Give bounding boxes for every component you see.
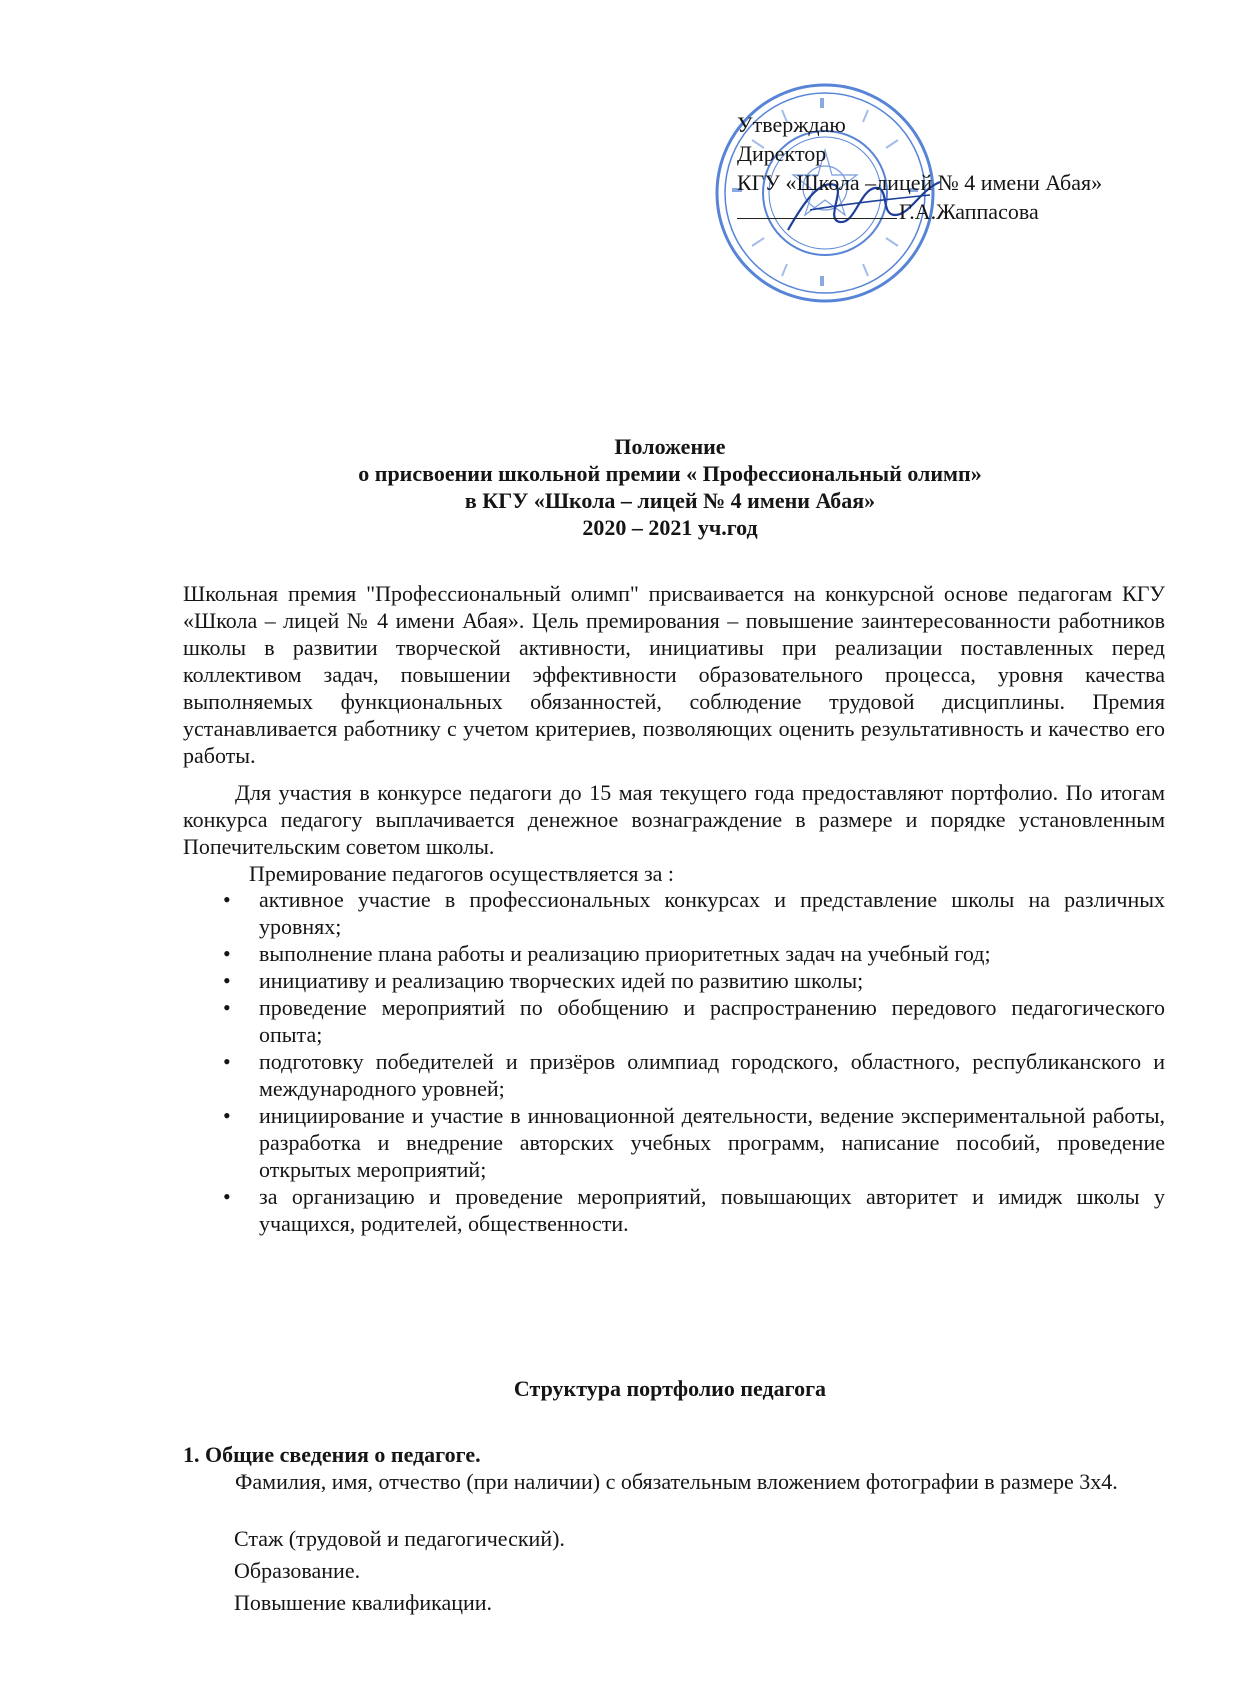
bullet-icon: • bbox=[223, 1103, 231, 1128]
list-item bbox=[183, 1102, 1165, 1183]
education-line: Образование. bbox=[234, 1558, 361, 1583]
experience-line: Стаж (трудовой и педагогический). bbox=[234, 1526, 565, 1551]
title-line-3: в КГУ «Школа – лицей № 4 имени Абая» bbox=[464, 488, 876, 513]
list-item bbox=[183, 967, 1165, 994]
list-item-text: проведение мероприятий по обобщению и распространению передового педагогического опыта; bbox=[259, 995, 1165, 1047]
bullet-icon: • bbox=[223, 941, 231, 966]
list-item bbox=[183, 994, 1165, 1048]
intro-paragraph: Школьная премия "Профессиональный олимп" присваивается на конкурсной основе педагогам КГУ «Школа – лицей № 4 имени Абая». Цель премирования – повышение заинтересованности работников школы в развитии творческой активности, инициативы при реализации поставленных перед коллективом задач, повышении эффективности образовательного процесса, уровня качества выполняемых функциональных обязанностей, соблюдение трудовой дисциплины. Премия устанавливается работнику с учетом критериев, позволяющих оценить результативность и качество его работы. bbox=[183, 581, 1165, 768]
list-item-text: подготовку победителей и призёров олимпиад городского, областного, республиканского и международного уровней; bbox=[259, 1049, 1165, 1101]
list-item bbox=[183, 1048, 1165, 1102]
fio-paragraph: Фамилия, имя, отчество (при наличии) с обязательным вложением фотографии в размере 3х4. bbox=[235, 1469, 1118, 1494]
approval-signature-line bbox=[737, 197, 1102, 226]
approval-position: Директор bbox=[737, 141, 827, 166]
list-item-text: инициативу и реализацию творческих идей по развитию школы; bbox=[259, 968, 864, 993]
list-item bbox=[183, 940, 1165, 967]
qualification-line: Повышение квалификации. bbox=[234, 1590, 493, 1615]
participation-paragraph: Для участия в конкурсе педагоги до 15 мая текущего года предоставляют портфолио. По итогам конкурса педагогу выплачивается денежное вознаграждение в размере и порядке установленным Попечительским советом школы. bbox=[183, 780, 1165, 859]
document-title bbox=[180, 433, 1160, 541]
bullet-icon: • bbox=[223, 1049, 231, 1074]
list-item bbox=[183, 886, 1165, 940]
title-line-2: о присвоении школьной премии « Профессиональный олимп» bbox=[358, 461, 982, 486]
bullet-icon: • bbox=[223, 1184, 231, 1209]
approval-organization: КГУ «Школа –лицей № 4 имени Абая» bbox=[737, 170, 1103, 195]
bullet-icon: • bbox=[223, 968, 231, 993]
bonus-criteria-list bbox=[183, 886, 1165, 1237]
list-item-text: инициирование и участие в инновационной деятельности, ведение экспериментальной работы, разработка и внедрение авторских учебных программ, написание пособий, проведение открытых мероприятий; bbox=[259, 1103, 1165, 1182]
list-item-text: активное участие в профессиональных конкурсах и представление школы на различных уровнях; bbox=[259, 887, 1165, 939]
portfolio-title: Структура портфолио педагога bbox=[513, 1376, 827, 1401]
list-item-text: выполнение плана работы и реализацию приоритетных задач на учебный год; bbox=[259, 941, 991, 966]
section-heading: 1. Общие сведения о педагоге. bbox=[183, 1442, 481, 1467]
signature-underline bbox=[737, 217, 897, 219]
approval-label: Утверждаю bbox=[737, 112, 846, 137]
bullet-icon: • bbox=[223, 887, 231, 912]
title-line-1: Положение bbox=[614, 434, 726, 459]
approval-block bbox=[737, 110, 1102, 226]
bonus-intro: Премирование педагогов осуществляется за : bbox=[249, 861, 675, 886]
list-item bbox=[183, 1183, 1165, 1237]
approval-signer: Г.А.Жаппасова bbox=[899, 199, 1039, 224]
bullet-icon: • bbox=[223, 995, 231, 1020]
title-line-4: 2020 – 2021 уч.год bbox=[582, 515, 758, 540]
list-item-text: за организацию и проведение мероприятий, повышающих авторитет и имидж школы у учащихся, родителей, общественности. bbox=[259, 1184, 1165, 1236]
